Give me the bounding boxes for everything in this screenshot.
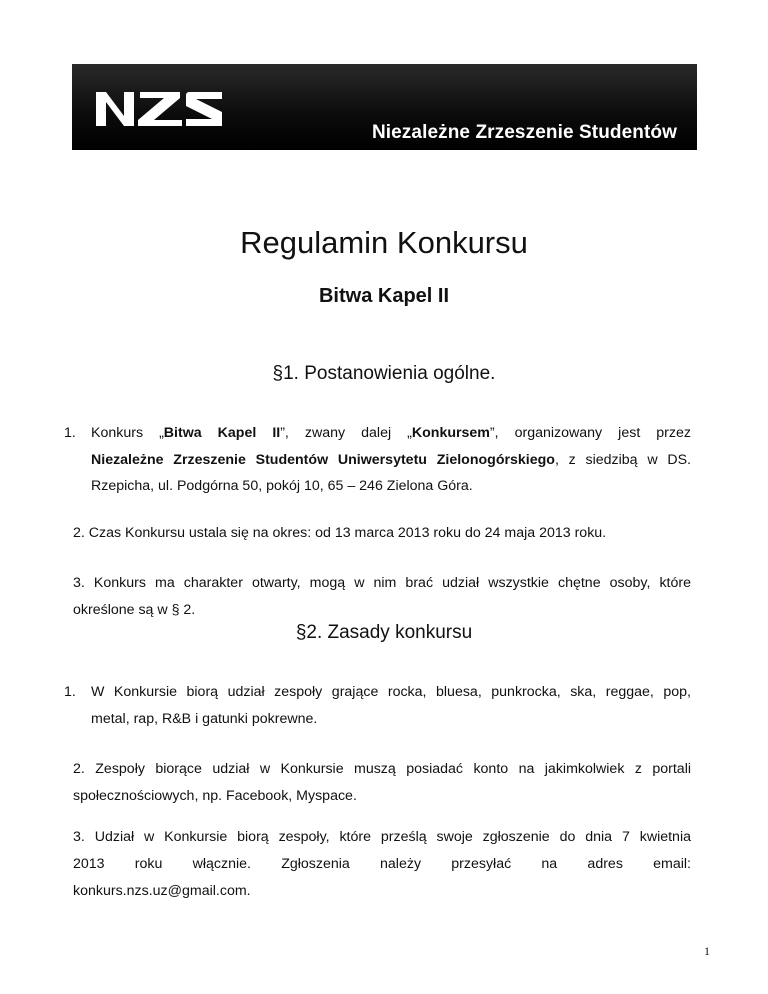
page-subtitle: Bitwa Kapel II — [318, 285, 450, 307]
s1-paragraph-3 — [73, 570, 691, 623]
s1-p3-line1: 3. Konkurs ma charakter otwarty, mogą w nim brać udział wszystkie chętne osoby, które — [73, 575, 691, 591]
contest-short-name: Konkursem — [411, 425, 490, 441]
s2-p3-line3: konkurs.nzs.uz@gmail.com. — [73, 883, 251, 899]
text-fragment: ”, organizowany jest przez — [489, 425, 691, 441]
nzs-logo — [94, 86, 224, 130]
text-fragment: , z siedzibą w DS. — [554, 451, 691, 468]
s1-p3-line2: określone są w § 2. — [73, 601, 196, 618]
header-banner — [72, 64, 697, 150]
section-2-heading: §2. Zasady konkursu — [295, 622, 473, 643]
s2-p2-line2: społecznościowych, np. Facebook, Myspace. — [73, 787, 357, 804]
organization-name: Niezależne Zrzeszenie Studentów — [371, 122, 677, 143]
s2-p2-line1: 2. Zespoły biorące udział w Konkursie muszą posiadać konto na jakimkolwiek z portali — [73, 761, 691, 777]
text-fragment: Konkurs „ — [91, 425, 164, 441]
page-title: Regulamin Konkursu — [240, 225, 528, 260]
s1-paragraph-2: 2. Czas Konkursu ustala się na okres: od 13 marca 2013 roku do 24 maja 2013 roku. — [73, 525, 607, 541]
s1-p1-line2 — [91, 447, 691, 474]
s1-paragraph-1 — [91, 420, 691, 500]
s2-p1-number: 1. — [64, 684, 76, 700]
s2-paragraph-1 — [91, 679, 691, 732]
s1-p1-line3: Rzepicha, ul. Podgórna 50, pokój 10, 65 – 246 Zielona Góra. — [91, 478, 473, 494]
s2-p1-line1: W Konkursie biorą udział zespoły grające rocka, bluesa, punkrocka, ska, reggae, pop, — [91, 684, 691, 700]
s2-p1-line2: metal, rap, R&B i gatunki pokrewne. — [91, 710, 318, 727]
contest-name: Bitwa Kapel II — [163, 425, 281, 441]
organizer-name: Niezależne Zrzeszenie Studentów Uniwersytetu Zielonogórskiego — [91, 451, 555, 468]
s2-p3-line2: 2013 roku włącznie. Zgłoszenia należy przesyłać na adres email: — [73, 856, 691, 872]
s2-paragraph-2 — [73, 756, 691, 809]
section-1-heading: §1. Postanowienia ogólne. — [272, 363, 496, 384]
page-number: 1 — [704, 944, 710, 958]
s2-paragraph-3 — [73, 824, 691, 905]
s1-p1-number: 1. — [64, 425, 76, 441]
text-fragment: ”, zwany dalej „ — [280, 425, 412, 441]
s1-p1-line1 — [91, 420, 691, 447]
s2-p3-line1: 3. Udział w Konkursie biorą zespoły, które prześlą swoje zgłoszenie do dnia 7 kwietnia — [73, 829, 691, 845]
